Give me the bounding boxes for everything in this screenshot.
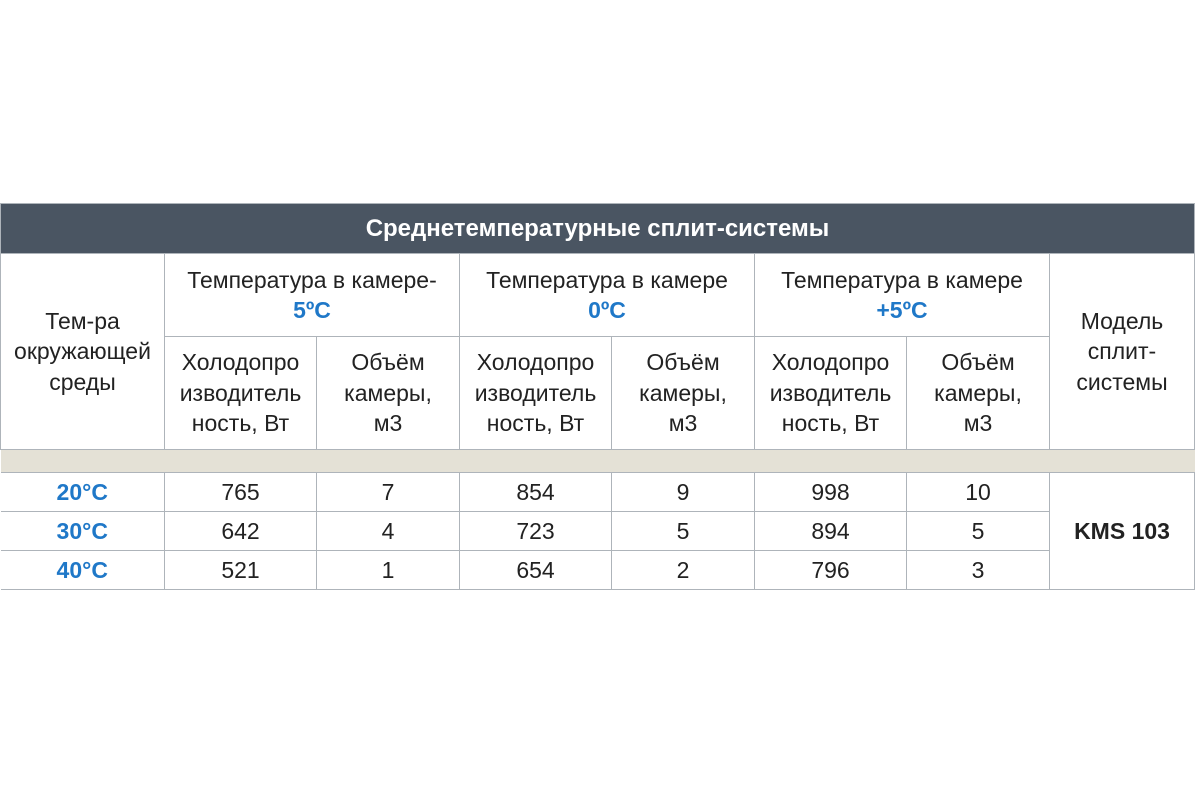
group-temp-value: 5ºC — [293, 297, 331, 323]
volume-cell: 10 — [907, 473, 1050, 512]
power-header-line: Холодопро — [771, 349, 890, 376]
power-cell: 854 — [460, 473, 612, 512]
table-row — [1, 473, 1195, 512]
ambient-temp-cell: 40°C — [1, 551, 165, 590]
power-cell: 796 — [755, 551, 907, 590]
power-cell: 654 — [460, 551, 612, 590]
volume-cell: 1 — [317, 551, 460, 590]
ambient-header-line: окружающей — [14, 338, 151, 365]
volume-header-line: камеры, — [934, 379, 1022, 406]
volume-cell: 5 — [612, 512, 755, 551]
separator-cell — [1, 450, 1195, 473]
table-row — [1, 512, 1195, 551]
power-header — [165, 337, 317, 450]
model-header-line: Модель — [1080, 307, 1164, 334]
volume-cell: 9 — [612, 473, 755, 512]
ambient-header-line: среды — [49, 368, 116, 395]
volume-cell: 4 — [317, 512, 460, 551]
power-cell: 998 — [755, 473, 907, 512]
group-header-minus5 — [165, 254, 460, 337]
group-header-plus5 — [755, 254, 1050, 337]
volume-header-line: м3 — [373, 410, 403, 437]
volume-cell: 2 — [612, 551, 755, 590]
power-cell: 765 — [165, 473, 317, 512]
power-header-line: Холодопро — [476, 349, 595, 376]
separator-row — [1, 450, 1195, 473]
power-header-line: изводитель — [769, 379, 892, 406]
volume-header-line: камеры, — [639, 379, 727, 406]
group-header-0 — [460, 254, 755, 337]
volume-header-line: камеры, — [344, 379, 432, 406]
power-cell: 521 — [165, 551, 317, 590]
ambient-temp-cell: 30°C — [1, 512, 165, 551]
volume-header-line: Объём — [941, 349, 1015, 376]
power-cell: 723 — [460, 512, 612, 551]
group-label: Температура в камере- — [187, 266, 437, 293]
ambient-temp-header — [1, 254, 165, 450]
power-header-line: Холодопро — [181, 349, 300, 376]
group-label: Температура в камере — [781, 266, 1023, 293]
split-systems-table — [0, 203, 1195, 590]
volume-header-line: Объём — [351, 349, 425, 376]
volume-header — [612, 337, 755, 450]
model-header-line: системы — [1076, 368, 1168, 395]
volume-header-line: Объём — [646, 349, 720, 376]
table-row — [1, 551, 1195, 590]
volume-header-line: м3 — [963, 410, 993, 437]
volume-cell: 5 — [907, 512, 1050, 551]
volume-cell: 3 — [907, 551, 1050, 590]
power-header-line: ность, Вт — [781, 410, 880, 437]
group-temp-value: +5ºC — [876, 297, 928, 323]
volume-header — [317, 337, 460, 450]
ambient-temp-cell: 20°C — [1, 473, 165, 512]
power-cell: 642 — [165, 512, 317, 551]
power-header — [460, 337, 612, 450]
model-header — [1050, 254, 1195, 450]
ambient-header-line: Тем-ра — [45, 307, 120, 334]
model-cell: KMS 103 — [1050, 473, 1195, 590]
table-title: Среднетемпературные сплит-системы — [1, 204, 1195, 254]
power-header-line: ность, Вт — [486, 410, 585, 437]
volume-cell: 7 — [317, 473, 460, 512]
model-header-line: сплит- — [1087, 338, 1157, 365]
power-header-line: ность, Вт — [191, 410, 290, 437]
volume-header — [907, 337, 1050, 450]
power-header — [755, 337, 907, 450]
volume-header-line: м3 — [668, 410, 698, 437]
group-label: Температура в камере — [486, 266, 728, 293]
power-cell: 894 — [755, 512, 907, 551]
power-header-line: изводитель — [179, 379, 302, 406]
power-header-line: изводитель — [474, 379, 597, 406]
group-temp-value: 0ºC — [588, 297, 626, 323]
